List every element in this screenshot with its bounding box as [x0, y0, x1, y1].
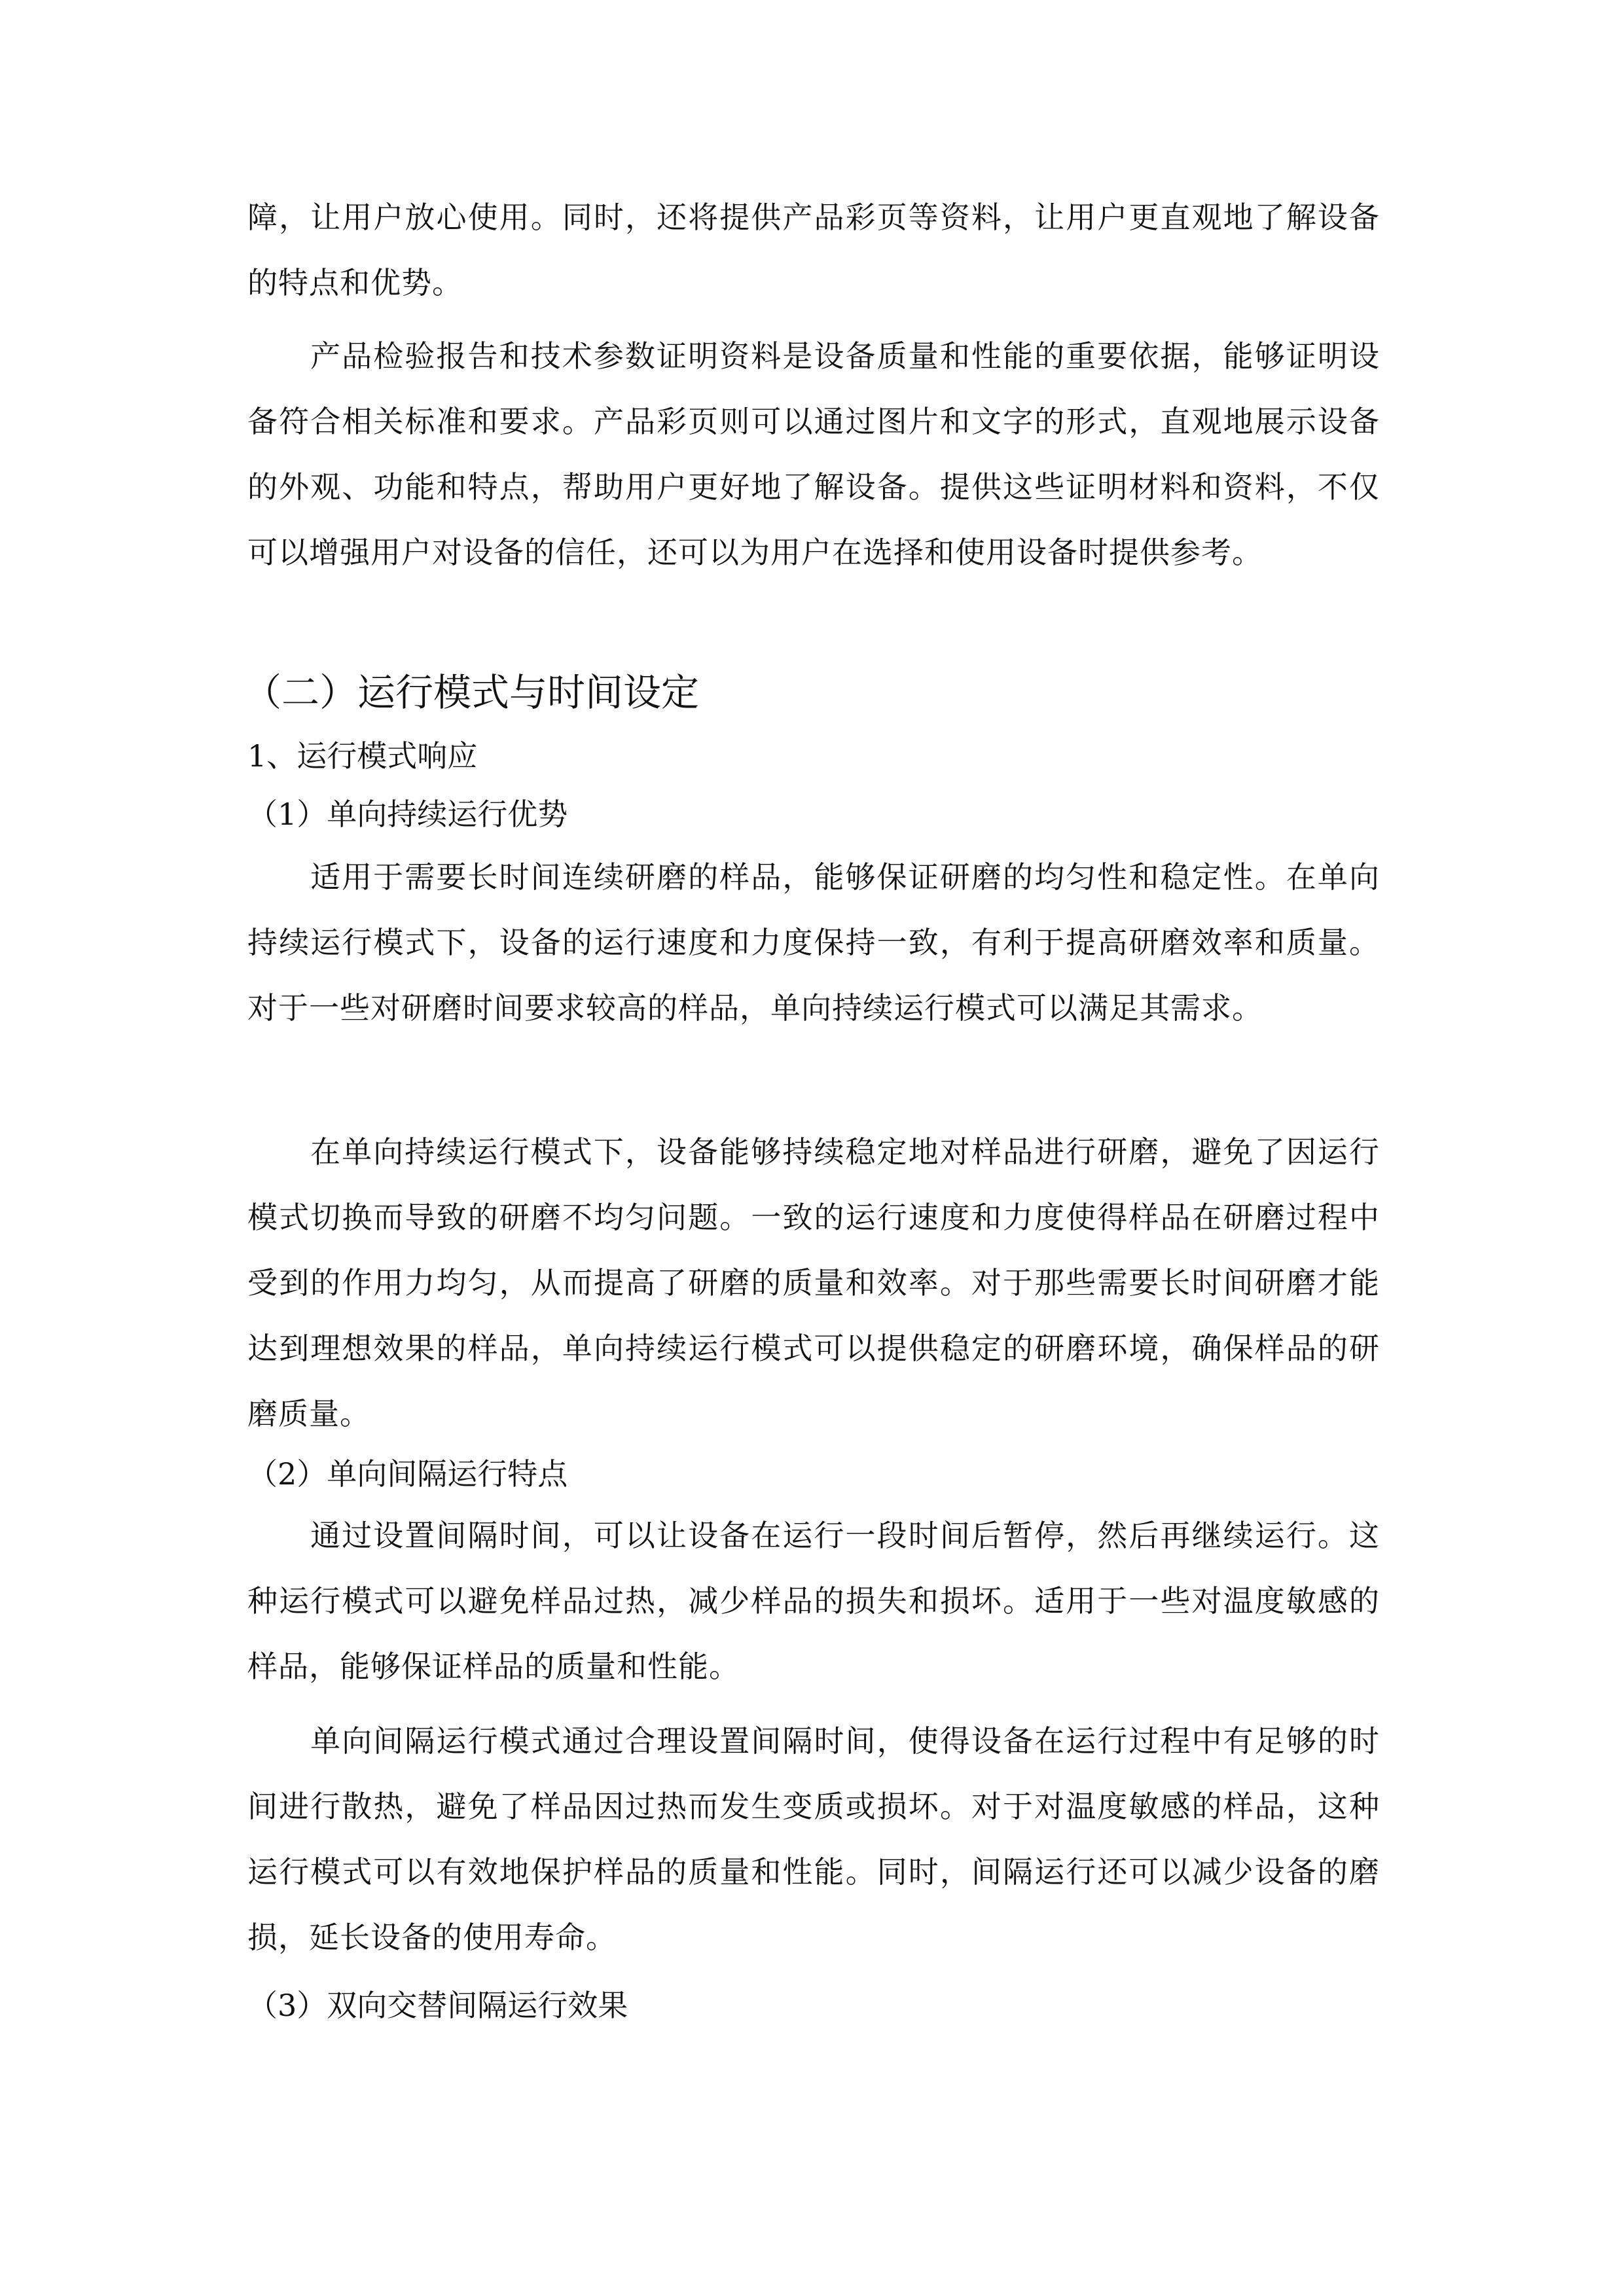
paragraph-interval-setting: 通过设置间隔时间，可以让设备在运行一段时间后暂停，然后再继续运行。这种运行模式可以避免样品过热，减少样品的损失和损坏。适用于一些对温度敏感的样品，能够保证样品的质量和性能。 [247, 1518, 1380, 1684]
paragraph-interval-cooling: 单向间隔运行模式通过合理设置间隔时间，使得设备在运行过程中有足够的时间进行散热，避免了样品因过热而发生变质或损坏。对于对温度敏感的样品，这种运行模式可以有效地保护样品的质量和性能。同时，间隔运行还可以减少设备的磨损，延长设备的使用寿命。 [247, 1723, 1380, 1955]
paragraph-inspection-report: 产品检验报告和技术参数证明资料是设备质量和性能的重要依据，能够证明设备符合相关标准和要求。产品彩页则可以通过图片和文字的形式，直观地展示设备的外观、功能和特点，帮助用户更好地了解设备。提供这些证明材料和资料，不仅可以增强用户对设备的信任，还可以为用户在选择和使用设备时提供参考。 [247, 338, 1380, 570]
item-heading-bidirectional-alternating: （3）双向交替间隔运行效果 [247, 1988, 628, 2023]
item-heading-unidirectional-continuous: （1）单向持续运行优势 [247, 797, 568, 832]
paragraph-continuous-stability: 在单向持续运行模式下，设备能够持续稳定地对样品进行研磨，避免了因运行模式切换而导致的研磨不均匀问题。一致的运行速度和力度使得样品在研磨过程中受到的作用力均匀，从而提高了研磨的质量和效率。对于那些需要长时间研磨才能达到理想效果的样品，单向持续运行模式可以提供稳定的研磨环境，确保样品的研磨质量。 [247, 1134, 1380, 1431]
paragraph-continuous-suitability: 适用于需要长时间连续研磨的样品，能够保证研磨的均匀性和稳定性。在单向持续运行模式下，设备的运行速度和力度保持一致，有利于提高研磨效率和质量。对于一些对研磨时间要求较高的样品，单向持续运行模式可以满足其需求。 [247, 859, 1380, 1026]
paragraph-continued: 障，让用户放心使用。同时，还将提供产品彩页等资料，让用户更直观地了解设备的特点和优势。 [247, 200, 1380, 300]
item-heading-unidirectional-interval: （2）单向间隔运行特点 [247, 1456, 568, 1492]
section-heading: （二）运行模式与时间设定 [244, 670, 700, 715]
sub-heading-run-mode-response: 1、运行模式响应 [247, 738, 478, 774]
